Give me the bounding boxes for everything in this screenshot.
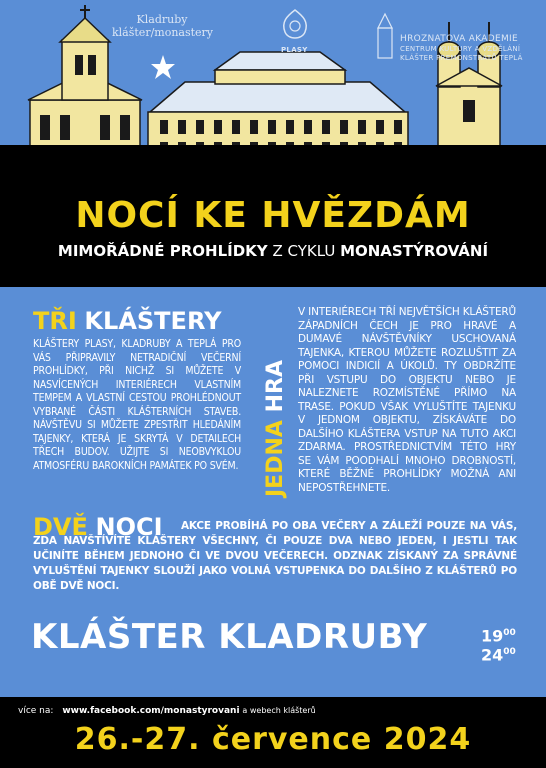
akademie-logo xyxy=(400,34,540,63)
subtitle-part1: MIMOŘÁDNÉ PROHLÍDKY xyxy=(57,242,268,260)
section-three-monasteries-text: KLÁŠTERY PLASY, KLADRUBY A TEPLÁ PRO VÁS PŘIPRAVILY NETRADIČNÍ VEČERNÍ PROHLÍDKY, PŘI NICHŽ SI MŮŽETE V NASVÍCENÝCH INTERIÉRECH VLASTNÍM TEMPEM A VLASTNÍ CESTOU PROHLÉDNOUT VYBRANÉ ČÁSTI KLÁŠTERNÍCH STAVEB. NÁVŠTĚVU SI MŮŽETE ZPESTŘIT HLEDÁNÍM TAJENKY, KTERÁ JE SKRYTÁ V DETAILECH TŘECH BUDOV. UŽIJTE SI NEOBVYKLOU ATMOSFÉRU BAROKNÍCH PAMÁTEK PO SVÉM. xyxy=(33,338,241,472)
time-end-min: 00 xyxy=(503,647,516,657)
venue-b: KLADRUBY xyxy=(218,617,428,657)
time-end-hour: 24 xyxy=(481,645,504,665)
section-one-game-heading xyxy=(263,360,288,497)
venue-time-end xyxy=(481,644,516,663)
heading-three: TŘI xyxy=(33,307,77,335)
heading-one: JEDNA xyxy=(263,420,288,497)
plasy-logo xyxy=(275,8,315,58)
subtitle-part3: MONASTÝROVÁNÍ xyxy=(340,242,489,260)
venue-time-start xyxy=(481,625,516,644)
kladruby-logo-name: Kladruby xyxy=(136,13,188,26)
heading-nights: NOCI xyxy=(95,513,163,541)
akademie-icon xyxy=(375,10,395,60)
footer-suffix: a webech klášterů xyxy=(242,706,316,715)
plasy-crest-icon xyxy=(275,8,315,48)
section-one-game-text: V INTERIÉRECH TŘÍ NEJVĚTŠÍCH KLÁŠTERŮ ZÁPADNÍCH ČECH JE PRO HRAVÉ A DUMAVÉ NÁVŠTĚVNÍKY USCHOVANÁ TAJENKA, KTEROU MŮŽETE ROZLUŠTIT ZA POMOCI INDICIÍ A ÚKOLŮ. TY OBDRŽÍTE PŘI VSTUPU DO OBJEKTU NEBO JE NALEZNETE ROZMÍSTĚNÉ PŘÍMO NA TRASE. POKUD VŠAK VYLUŠTÍTE TAJENKU V JEDNOM OBJEKTU, ZÍSKÁVÁTE DO DALŠÍHO KLÁŠTERA VSTUP NA TUTO AKCI ZDARMA. PROSTŘEDNICTVÍM TÉTO HRY SE VÁM POODHALÍ MNOHO DROBNOSTÍ, KTERÉ BĚŽNÉ PROHLÍDKY MOŽNÁ ANI NEPOSTŘEHNETE. xyxy=(298,306,516,494)
page-subtitle xyxy=(0,242,546,260)
section-three-monasteries-heading xyxy=(33,307,221,335)
star-icon xyxy=(151,55,175,79)
footer-facebook-link[interactable]: www.facebook.com/monastyrovani xyxy=(62,706,240,716)
kladruby-logo xyxy=(112,13,212,39)
akademie-logo-sub2: KLÁŠTER PREMONSTRÁTŮ TEPLÁ xyxy=(400,54,523,62)
heading-game: HRA xyxy=(263,360,288,413)
kladruby-logo-sub: klášter/monastery xyxy=(112,26,214,39)
page-title: NOCÍ KE HVĚZDÁM xyxy=(75,195,471,236)
footer-more-info xyxy=(18,706,316,716)
section-two-nights-text: AKCE PROBÍHÁ PO OBA VEČERY A ZÁLEŽÍ POUZE NA VÁS, ZDA NAVŠTÍVÍTE KLÁŠTERY VŠECHNY, ČI POUZE DVA NEBO JEDEN, I JESTLI TAK UČINÍTE BĚHEM JEDNOHO ČI VE DVOU VEČERECH. ODZNAK ZÍSKANÝ ZA SPRÁVNÉ VYLUŠTĚNÍ TAJENKY SLOUŽÍ JAKO VOLNÁ VSTUPENKA DO DALŠÍHO Z KLÁŠTERŮ PO OBĚ DVĚ NOCI. xyxy=(33,520,517,592)
venue-name xyxy=(31,617,427,657)
subtitle-part2: Z CYKLU xyxy=(272,242,336,260)
event-date: 26.-27. července 2024 xyxy=(74,722,472,757)
akademie-logo-sub1: CENTRUM KULTURY A VZDĚLÁNÍ xyxy=(400,45,521,53)
time-start-hour: 19 xyxy=(481,626,504,646)
heading-two: DVĚ xyxy=(33,513,88,541)
plasy-logo-name: PLASY xyxy=(281,46,308,54)
akademie-logo-name: HROZNATOVA AKADEMIE xyxy=(400,34,518,44)
footer-more-label: více na: xyxy=(18,706,54,716)
heading-monasteries: KLÁŠTERY xyxy=(84,307,222,335)
venue-a: KLÁŠTER xyxy=(31,617,206,657)
time-start-min: 00 xyxy=(503,628,516,638)
